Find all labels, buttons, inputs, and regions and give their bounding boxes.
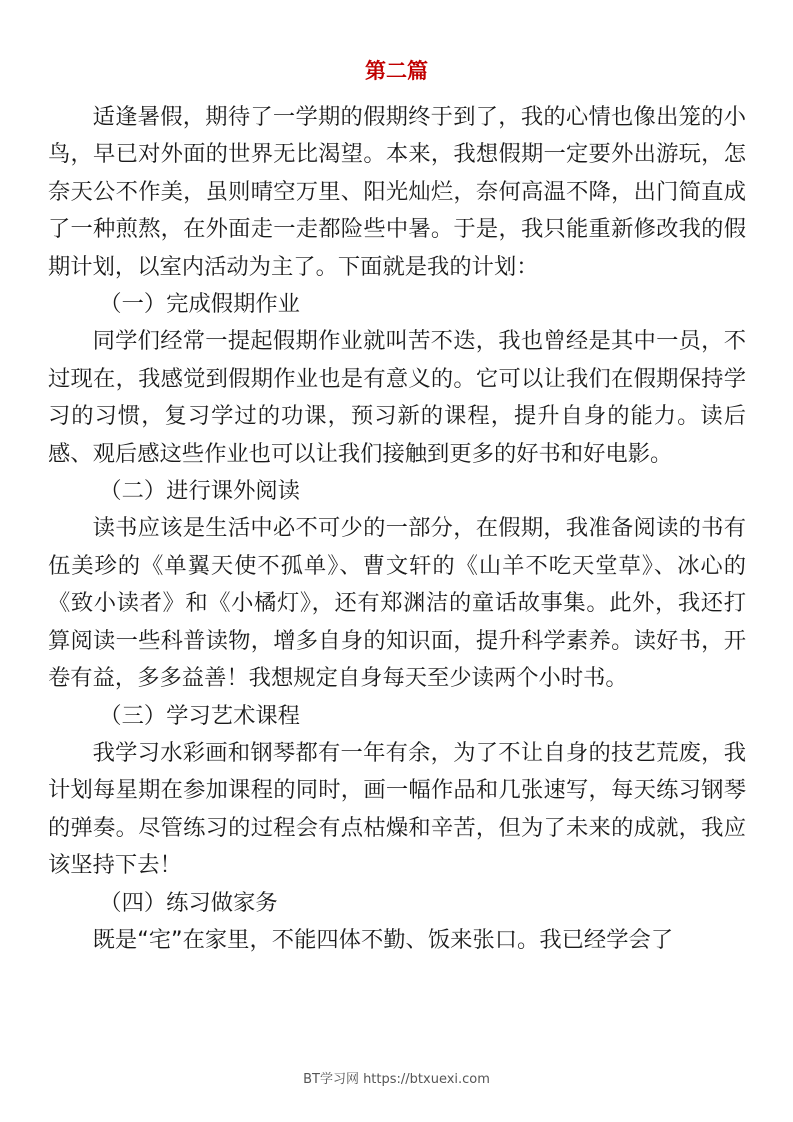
document-title: 第二篇	[365, 59, 428, 83]
section-heading: （一）完成假期作业	[99, 291, 300, 318]
page-footer: BT学习网 https://btxuexi.com	[303, 1072, 490, 1087]
body-paragraph: 读书应该是生活中必不可少的一部分，在假期，我准备阅读的书有伍美珍的《单翼天使不孤单》、曹文轩的《山羊不吃天堂草》、冰心的《致小读者》和《小橘灯》，还有郑渊洁的童话故事集。此外，我还打算阅读一些科普读物，增多自身的知识面，提升科学素养。读好书，开卷有益，多多益善！我想规定自身每天至少读两个小时书。	[48, 515, 746, 692]
section-heading: （二）进行课外阅读	[99, 478, 300, 505]
body-paragraph: 适逢暑假，期待了一学期的假期终于到了，我的心情也像出笼的小鸟，早已对外面的世界无比渴望。本来，我想假期一定要外出游玩，怎奈天公不作美，虽则晴空万里、阳光灿烂，奈何高温不降，出门简直成了一种煎熬，在外面走一走都险些中暑。于是，我只能重新修改我的假期计划，以室内活动为主了。下面就是我的计划：	[48, 104, 746, 280]
body-paragraph: 既是“宅”在家里，不能四体不勤、饭来张口。我已经学会了	[92, 926, 674, 953]
document-body	[48, 99, 746, 959]
section-heading: （三）学习艺术课程	[99, 702, 300, 729]
body-paragraph: 同学们经常一提起假期作业就叫苦不迭，我也曾经是其中一员，不过现在，我感觉到假期作业也是有意义的。它可以让我们在假期保持学习的习惯，复习学过的功课，预习新的课程，提升自身的能力。读后感、观后感这些作业也可以让我们接触到更多的好书和好电影。	[48, 328, 746, 467]
section-heading: （四）练习做家务	[99, 889, 278, 916]
body-paragraph: 我学习水彩画和钢琴都有一年有余，为了不让自身的技艺荒废，我计划每星期在参加课程的同时，画一幅作品和几张速写，每天练习钢琴的弹奏。尽管练习的过程会有点枯燥和辛苦，但为了未来的成就，我应该坚持下去！	[48, 739, 746, 879]
